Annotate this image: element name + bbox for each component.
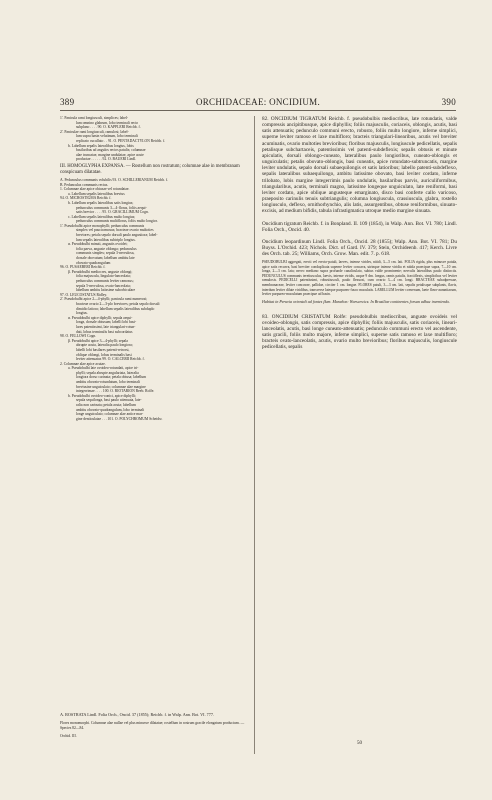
key-line: productae . . . . . . 92. O. BAUERI Lindl. bbox=[76, 157, 137, 162]
key-line: integerrimae . . . . 100. O. RIOTARION Reeb. Rolfe. bbox=[76, 389, 155, 394]
key-line: b. Labellum sepalis lateralibus satis longius; bbox=[68, 200, 134, 205]
key-line: leviter attenuatus 99. O. CALCERII Reichb. f. bbox=[76, 357, 145, 362]
key-line: c. Labellum sepalis lateralibus multo longius; bbox=[68, 214, 136, 219]
key-line: A. Pedunculus communis volubilis 93. O. SCHILLERIANUM Reichb. f. bbox=[60, 177, 169, 182]
key-line: breviusine unguiculato; columnae alae margine bbox=[76, 384, 146, 389]
page-number-right: 390 bbox=[441, 97, 456, 107]
key-line: 2'. Pseudobulbi apice 2—4-phylli; panicula rami numerosi; bbox=[60, 297, 148, 302]
synonym-1: Oncidium tigratum Reichb. f. in Bonpland. II. 109 (1854), in Walp. Ann. Bot. VI. 780; Lindl. Folia Orch., Oncid. 40. bbox=[262, 220, 457, 233]
key-line: labellum ambitu latissime suborbiculare bbox=[76, 288, 136, 293]
key-line: lum supra basin velutinum, lobo terminali bbox=[76, 134, 138, 139]
extended-description: PSEUDOBULBI aggregati, erecti vel erecto-patuli, laeves, intense virides, nitidi, 3—5 cm. lati. FOLIA rigida, plus minusve patula, apice satis recurva, basi breviter conduplicata superne leviter concava, utrinque intense viridia et nitida praecipue supra, 7—10 cm. longa, 2—3 cm. lata; nervo mediano supra profunde canaliculato, subtus valde prominente; nervulis lateralibus paulo distinctis. PEDUNCULUS communis teretiusculus, laevis, intense viridis, usque 9 dm. longus, ramis patulis, fractiflexis, simplicibus vel leviter ramulosis. PEDICELLI patentissimi, robustiusculi, paulo flexuosi, cum ovario 3—4 cm. longi. BRACTEAE subadpressae, membranaceae, leviter concavae, pallidae, circiter 1 cm. longae. FLORES patuli, 3—3 cm. lati, sepalis petalisque subplanis, flavis, interdum leviter dilute viridibus, transverse lateque purpureo-fusco maculatis. LABELLUM leviter convexum, laete flavo-aurantiacum, leviter purpureo-maculatum praecipue ad basin. bbox=[262, 260, 457, 297]
key-line: longe unguiculato; columnae alae antice mar- bbox=[76, 412, 144, 417]
key-line: 94. O. MICROSTIGMA Reichb. f. bbox=[60, 196, 112, 201]
key-line: 2'. Paniculae rami longiusculi, ramulosi; label- bbox=[60, 129, 129, 134]
page-number-left: 389 bbox=[60, 97, 75, 107]
key-line: labelli lobi basilares patenti-retrorsi, bbox=[76, 347, 130, 352]
footnote-source: Orchid. III. bbox=[60, 734, 77, 739]
key-block-1 bbox=[60, 116, 246, 162]
key-line: lares patentissimi, late triangulari-rotun- bbox=[76, 324, 136, 329]
key-line: a. Pseudobulbi late ovoideo-rotundati, apice tri- bbox=[68, 366, 139, 371]
key-line: 2. Columnae alae apice acutae. bbox=[60, 361, 106, 366]
key-line: longius. bbox=[76, 311, 88, 316]
key-line: bracteae ovario 2—3-plo breviores; petala sepalo dorsali bbox=[76, 301, 160, 306]
key-line: B. Pedunculus communis rectus. bbox=[60, 182, 109, 187]
key-line: b. Labellum sepalis lateralibus longius, lobis bbox=[68, 143, 134, 148]
key-line: β. Pseudobulbi mediocres, anguste oblongi; bbox=[68, 269, 133, 274]
footnote-reference: A. ROSTRATA Lindl. Folia Orch., Oncid. 37 (1855); Reichb. f. in Walp. Ann. Bot. VI. 777. bbox=[60, 712, 214, 717]
key-line: replicato cucullato . . 91. O. PENTADACTYLON Reichb. f. bbox=[76, 138, 166, 143]
key-line: dimidio latiora; labellum sepalis lateralibus subduplo bbox=[76, 306, 155, 311]
key-line: lum omnino glabrum, lobo terminali recto bbox=[76, 120, 139, 125]
key-line: 96. O. PUSAEBERI Reichb. f. bbox=[60, 265, 106, 270]
synonym-2: Oncidium leopardinum Lindl. Folia Orch., Oncid. 28 (1855); Walp. Ann. Bot. VI. 781; Du Buyss. L'Orchid. 423; Nichols. Dict. of Gard. IV. 379; Stein, Orchideenb. 417; Kerch. Livre des Orch. tab. 25; Williams, Orch. Grow. Man. edit. 7. p. 618. bbox=[262, 238, 457, 258]
key-line: basilaribus ad angulos rectos patulis; columnae bbox=[76, 148, 146, 153]
left-footnote bbox=[60, 712, 246, 738]
key-line: phylli; sepala abrupte angulariata, lateralia bbox=[76, 370, 139, 375]
key-line: α. Pseudobulbi minuti, angustis ovoidei; bbox=[68, 242, 128, 247]
key-line: oblique oblongi, lobus terminalis basi bbox=[76, 352, 132, 357]
key-line: pedunculus communis leviter ramosus; bbox=[76, 279, 134, 283]
key-line: 97. O. LEUCOSTATUS Ridley. bbox=[60, 292, 107, 297]
key-line: 98. O. FELLOWI Cogn. bbox=[60, 334, 97, 339]
key-line: ambitu obovato-rotundatum, lobo terminali bbox=[76, 380, 140, 385]
running-header bbox=[60, 97, 456, 109]
key-line: b. Pseudobulbi ovoideo-conici, apice diphylli; bbox=[68, 393, 137, 398]
key-line: longiora dorso carinata; petala obtusa; labellum bbox=[76, 375, 147, 380]
right-column bbox=[262, 116, 457, 351]
key-line: obovato-quadrangulum bbox=[76, 260, 111, 265]
key-line: dati, lobus terminalis basi subcordatus bbox=[76, 329, 133, 334]
key-line: dorsale obovatum; labellum ambitu late bbox=[76, 256, 135, 261]
key-line: breviores; petala sepalo dorsali paulo angustiora; label- bbox=[76, 233, 158, 238]
key-block-2 bbox=[60, 178, 246, 421]
key-line: subplano . . . . 90. O. KAPPLERI Reichb. f. bbox=[76, 125, 141, 130]
key-line: longa, dorsale obtusum; labelli lobi basi- bbox=[76, 320, 137, 325]
header-rule bbox=[60, 110, 456, 111]
key-line: communis simplex; sepala 3-nervulosa, bbox=[76, 251, 135, 256]
species-82-description: 82. ONCIDIUM TIGRATUM Reichb. f. pseudobulbis mediocribus, late rotundatis, valde compressis ancipitibusque, apice diphyllis; foliis majusculis, coriaceis, oblongis, acutis, basi satis attenuatis; pedunculo communi erecto, robusto, foliis multo longiore, inferne simplici, superne leviter ramoso et laxe multifloro; bracteis triangulari-linearibus, acutis vel breviter acuminatis, ovario multoties brevioribus; floribus majusculis, longiuscule pedicellatis, sepalis petalisque subchartaceis, patentissimis vel patenti-subdeflexis; sepalis obtusis et minute apiculatis, dorsali oblongo-cuneato, lateralibus paulo longioribus, cuneato-oblongis et unguiculatis; petalis obovato-oblongis, basi cuneatis, apice rotundato-subtruncatis, margine leviter undulatis, sepalo dorsali subaequilongis et satis latioribus; labello patenti-subdeflexo, sepalis lateralibus subaequilongo, ambitu latissime obovato, basi leviter cordato, inferne trilobato, lobis margine integerrimis paulo undulatis, basilaribus parvis, auriculiformibus, triangularibus, acutis, terminali magno, latissime longeque unguiculato, late reniformi, basi leviter cordato, apice oblique angusteque emarginato, disco basi conferte callo varicoso, praeposito carinulis tenuis subtriangulis; columna longiuscula, crassiuscula, glabra, rostello longiusculo, deflexo, ornithorhynchio, alis latis, assurgentibus, obtuse reniformibus, sinuato-excisis, ad medium bifidis, tabula infrastigmatica utroque medio margine sinuata. bbox=[262, 116, 457, 215]
key-line: lum sepalis lateralibus subtriplo longius. bbox=[76, 237, 136, 242]
key-line: 1'. Panicula rami longiusculi, simplices; label- bbox=[60, 116, 129, 120]
key-line: ambitu obovato-quadrangulum, lobo terminali bbox=[76, 407, 145, 412]
running-title: ORCHIDACEAE: ONCIDIUM. bbox=[195, 97, 321, 107]
footnote-text: Flores monomorphi. Columnae alae nullae vel plus minusve dilatatae; rostellum in rostrum gracile elongatum productum. — Species 82—84. bbox=[60, 721, 245, 730]
key-line: sepala 5-nervulosa, ovato-lanceolata; bbox=[76, 283, 131, 288]
key-line: simplex vel pauciramosus; bracteae ovario multoties bbox=[76, 228, 154, 233]
key-line: alae truncatae, margine undulatae, apice acute bbox=[76, 152, 144, 157]
habitat-note: Habitat in Peruvia orientali ad fontes flum. Marañon: Warscewicz. In Brasiliae continentes forsan adhuc inveniendo. bbox=[262, 298, 451, 304]
signature-page-number: 50 bbox=[357, 741, 362, 746]
key-line: β. Pseudobulbi apice 3—4-phylli; sepala bbox=[68, 338, 128, 343]
key-line: folia majuscula, lingulato-lanceolata; bbox=[76, 274, 131, 279]
section-heading-homoglypha: III. HOMOGLYPHA EXPANSA. — Rostellum non rostratum; columnae alae in membranam conspicuam dilatatae. bbox=[60, 163, 240, 175]
species-83-description: 83. ONCIDIUM CRISTATUM Rolfe: pseudobulbis mediocribus, anguste ovoideis vel ovoideo-oblongis, satis compressis, apice diphyllis; foliis majusculis, satis coriaceis, lineari-lanceolatis, acutis, basi longe cuneato-attenuatis; pedunculo communi erecto vel ascendente, satis gracili, foliis multo majore, inferne simplici, superne satis ramoso et laxe multifloro; bracteis ovato-lanceolatis, acutis, ovario multo brevioribus; floribus majusculis, longiuscule pedicellatis, sepalis bbox=[262, 313, 457, 351]
key-line: pedunculus communis 3—4-florus, foliis aequi- bbox=[76, 205, 147, 210]
key-line: satis brevior . . . . 95. O. GRACILLIMUM Cogn. bbox=[76, 210, 149, 215]
key-line: abrupte acuta, lateralia paulo longiora; bbox=[76, 343, 133, 348]
key-line: 1'. Pseudobulbi apice monophylli; pedunculus communis bbox=[60, 223, 145, 228]
key-line: 1. Columnae alae apice obtusae vel rotundatae. bbox=[60, 187, 130, 192]
key-line: folia parva, anguste oblonga; pedunculus bbox=[76, 246, 137, 251]
key-line: gine denticulatae . . . 101. O. POLYCHROMUM Scheidw. bbox=[76, 416, 163, 421]
key-line: a. Labellum sepalis lateralibus brevius bbox=[68, 191, 125, 196]
left-column bbox=[60, 116, 246, 421]
key-line: ralia non carinata; petala acuta; labellum bbox=[76, 403, 136, 408]
key-line: sepala sequilonga, basi paulo attenuata, late- bbox=[76, 398, 142, 403]
key-line: pedunculus communis multiflorus, foliis multo longior. bbox=[76, 219, 158, 224]
column-divider bbox=[254, 116, 255, 754]
key-line: α. Pseudobulbi apice diphylli; sepala aequi- bbox=[68, 315, 133, 320]
